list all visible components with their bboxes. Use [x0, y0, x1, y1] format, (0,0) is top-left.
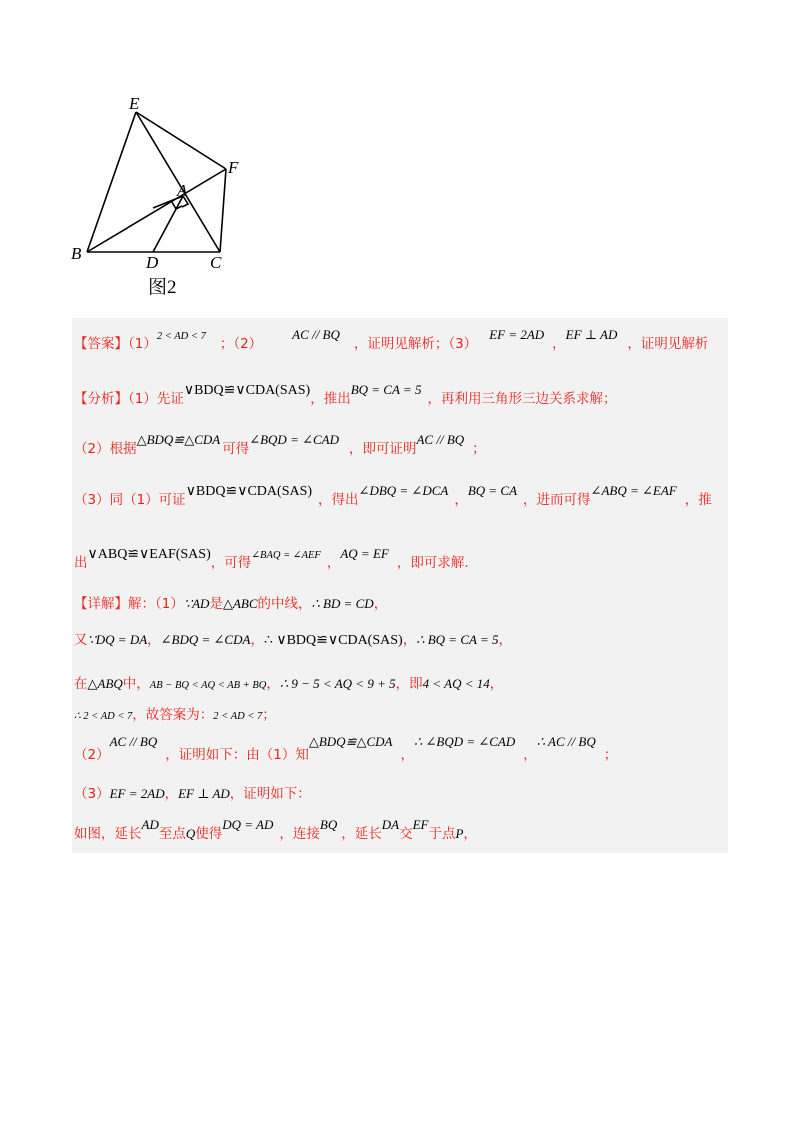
label-a: A — [177, 181, 188, 200]
edge-ef — [136, 112, 226, 169]
detail-line-4: ∴ 2 < AD < 7，故答案为：2 < AD < 7； — [74, 707, 276, 723]
analysis-tag: 【分析】 — [74, 391, 128, 407]
edge-fc — [220, 169, 226, 252]
label-f: F — [228, 158, 239, 177]
answer-line: 【答案】（1）2 < AD < 7 ；（2）AC // BQ，证明见解析；（3）EF = 2AD，EF ⊥ AD，证明见解析 — [74, 327, 709, 352]
detail-tag: 【详解】 — [74, 596, 128, 612]
detail-line-3: 在△ABQ中，AB − BQ < AQ < AB + BQ，∴ 9 − 5 < AQ < 9 + 5，即4 < AQ < 14， — [74, 676, 504, 692]
detail-line-2: 又∵DQ = DA，∠BDQ = ∠CDA，∴ ∨BDQ≌∨CDA(SAS)，∴ BQ = CA = 5， — [74, 632, 512, 648]
label-d: D — [146, 253, 159, 272]
right-angle-mark-1 — [172, 202, 182, 209]
detail-line-7: 如图，延长AD至点Q使得DQ = AD，连接BQ，延长DA交EF于点P， — [74, 817, 477, 842]
edge-eb — [87, 112, 136, 252]
triangle-diagram — [60, 85, 260, 305]
analysis-line-3: （3）同（1）可证∨BDQ≌∨CDA(SAS)，得出∠DBQ = ∠DCA，BQ = CA，进而可得∠ABQ = ∠EAF，推 — [74, 483, 712, 508]
detail-line-1: 【详解】解：（1）∵AD是△ABC的中线，∴ BD = CD， — [74, 596, 388, 612]
label-c: C — [210, 253, 222, 272]
figure-caption: 图2 — [148, 277, 177, 298]
detail-line-5: （2）AC // BQ，证明如下：由（1）知△BDQ≌△CDA，∴ ∠BQD = ∠CAD，∴ AC // BQ； — [74, 734, 618, 763]
analysis-line-4: 出∨ABQ≌∨EAF(SAS)，可得∠BAQ = ∠AEF ，AQ = EF，即可求解. — [74, 546, 469, 571]
geometry-figure — [60, 85, 260, 305]
edge-bf — [87, 169, 226, 252]
label-b: B — [71, 244, 82, 263]
analysis-line-2: （2）根据△BDQ≌△CDA可得∠BQD = ∠CAD，即可证明AC // BQ； — [74, 432, 486, 457]
label-e: E — [129, 94, 140, 113]
analysis-line-1: 【分析】（1）先证∨BDQ≌∨CDA(SAS)，推出BQ = CA = 5，再利用三角形三边关系求解； — [74, 382, 617, 407]
answer-tag: 【答案】 — [74, 336, 128, 352]
detail-line-6: （3）EF = 2AD，EF ⊥ AD，证明如下： — [74, 786, 311, 802]
